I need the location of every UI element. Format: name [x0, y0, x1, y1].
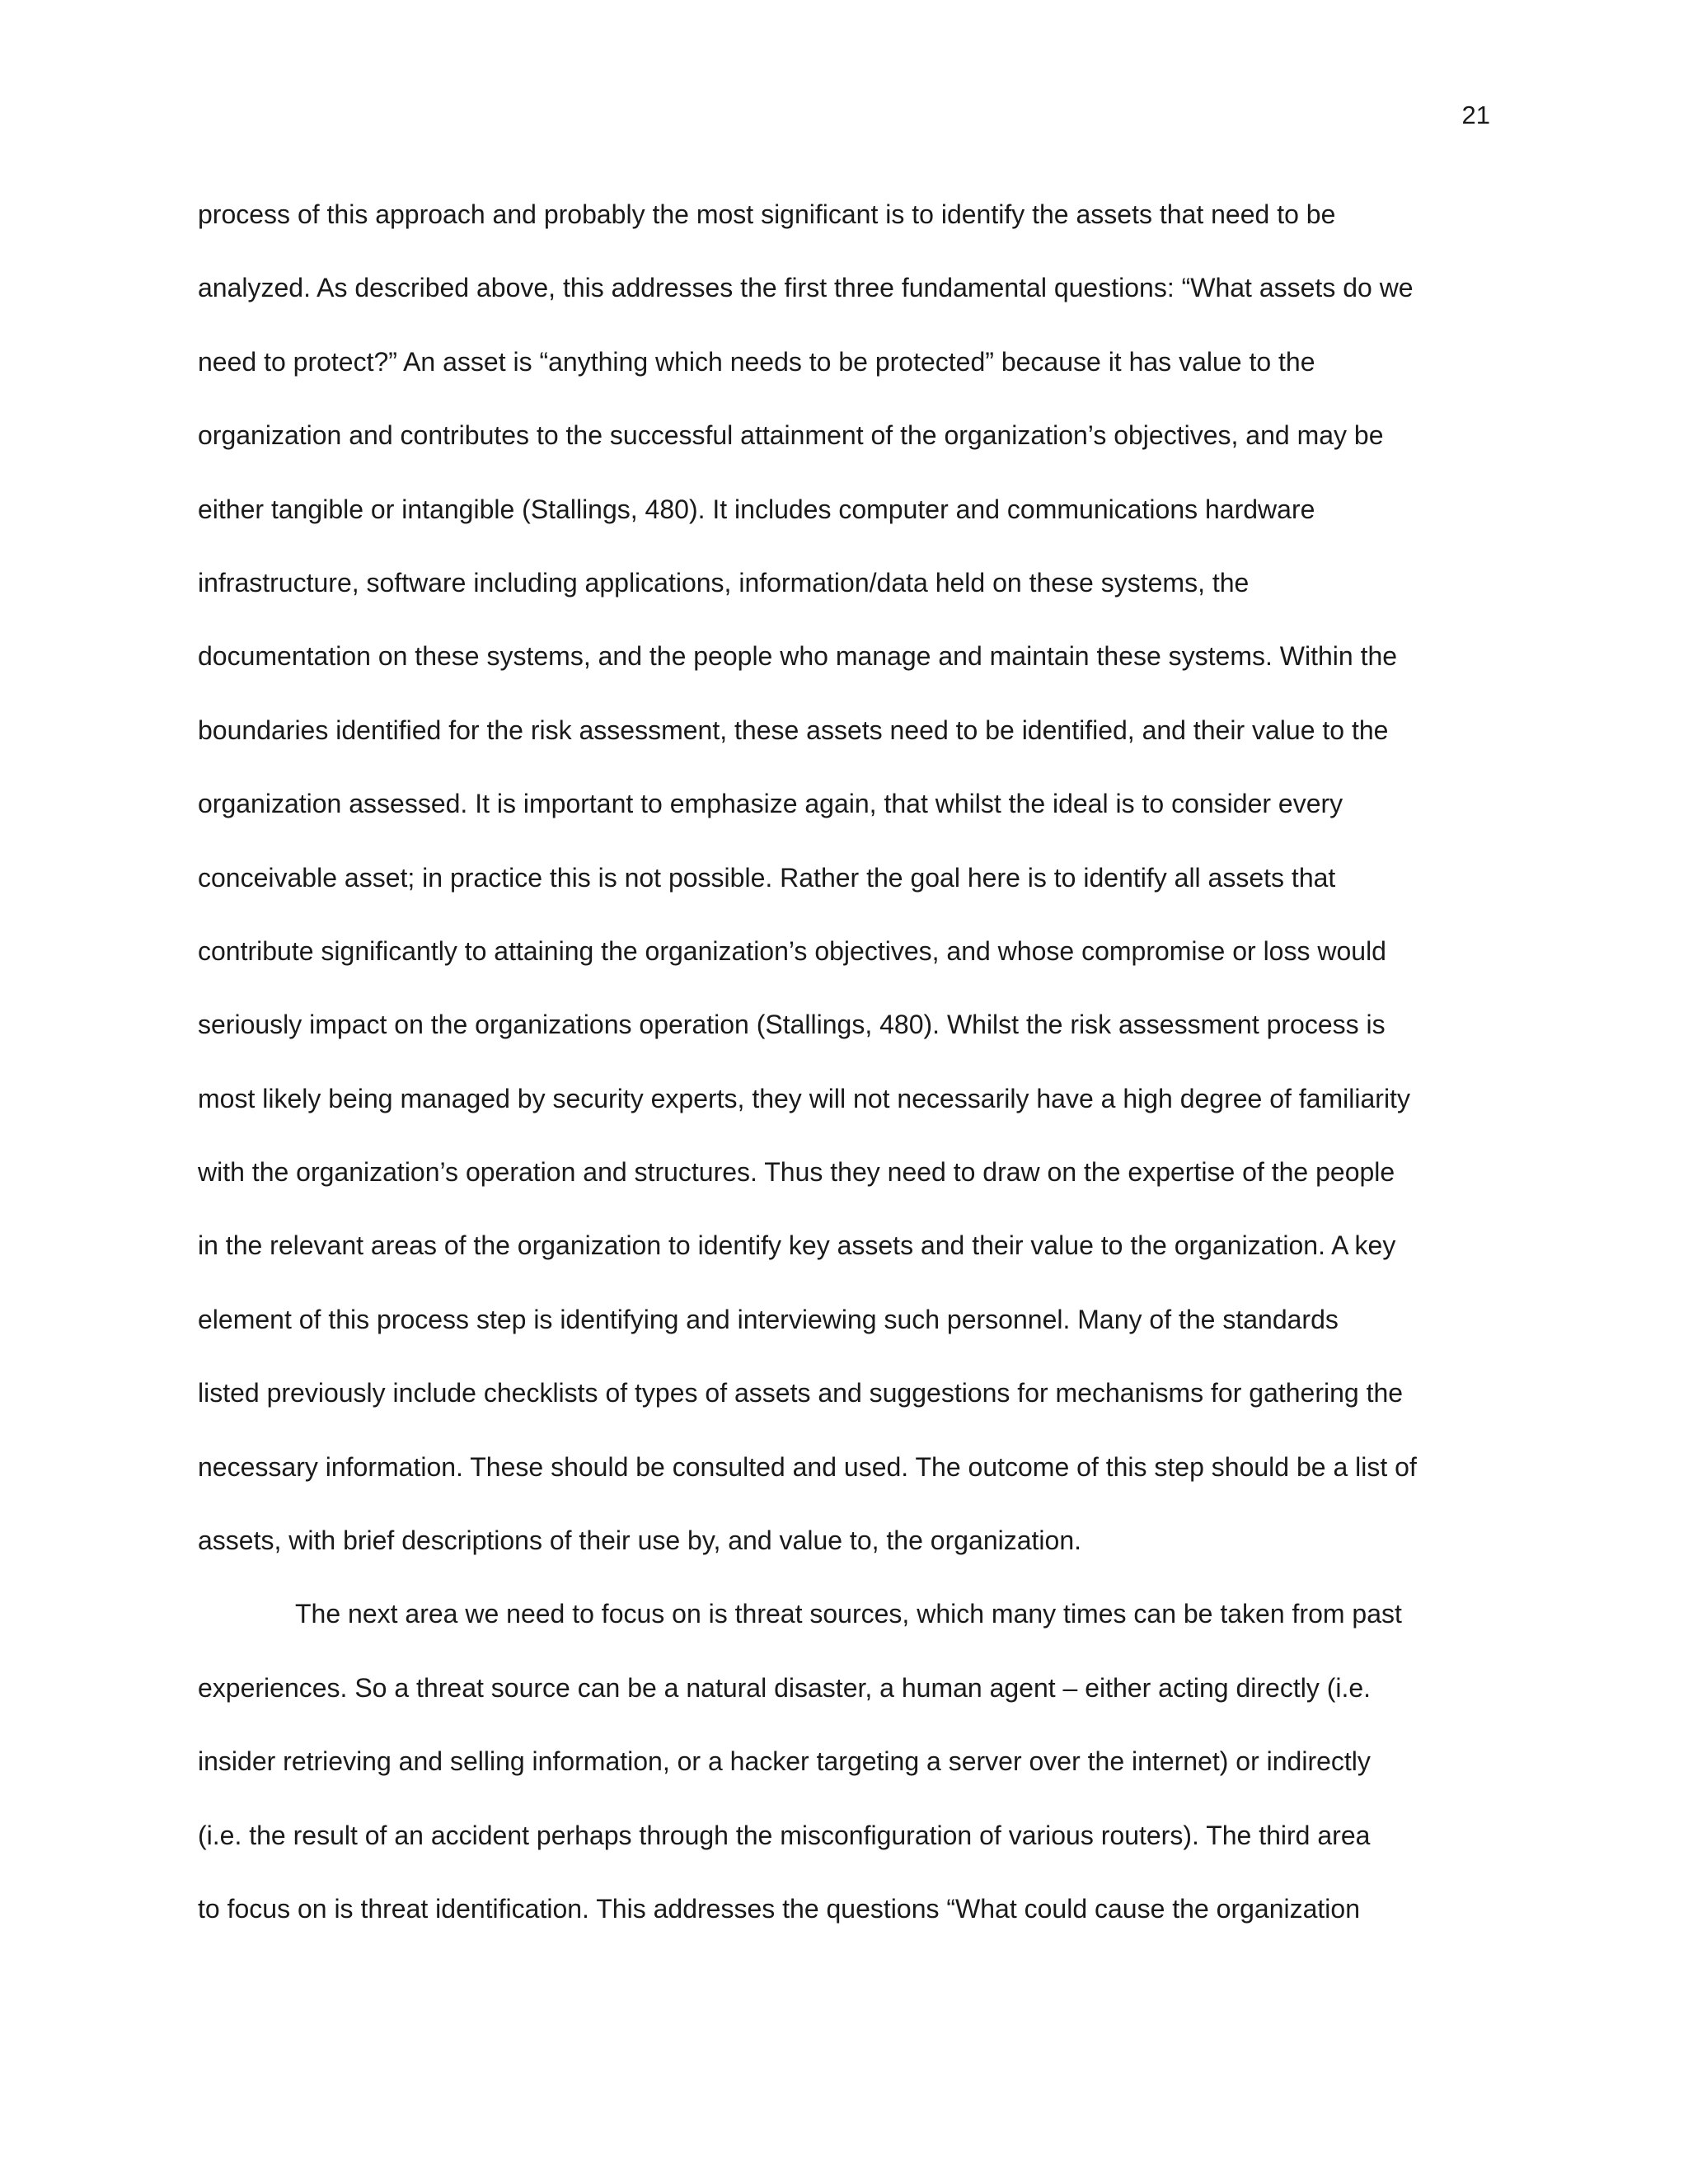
text-line: contribute significantly to attaining the organization’s objectives, and whose compromise or loss would [198, 935, 1386, 966]
text-line: in the relevant areas of the organization to identify key assets and their value to the organization. A key [198, 1230, 1396, 1261]
text-line: process of this approach and probably the most significant is to identify the assets that need to be [198, 199, 1336, 229]
text-line: either tangible or intangible (Stallings, 480). It includes computer and communications hardware [198, 494, 1315, 524]
page-number: 21 [1461, 101, 1490, 129]
text-line: seriously impact on the organizations operation (Stallings, 480). Whilst the risk assessment process is [198, 1010, 1386, 1040]
text-line: most likely being managed by security experts, they will not necessarily have a high degree of familiarity [198, 1083, 1410, 1113]
text-line: experiences. So a threat source can be a natural disaster, a human agent – either acting directly (i.e. [198, 1672, 1372, 1703]
text-line: organization and contributes to the successful attainment of the organization’s objectives, and may be [198, 420, 1384, 451]
text-line: listed previously include checklists of types of assets and suggestions for mechanisms for gathering the [198, 1378, 1404, 1408]
text-line: analyzed. As described above, this addresses the first three fundamental questions: “What assets do we [198, 273, 1414, 303]
text-line: to focus on is threat identification. This addresses the questions “What could cause the organization [198, 1893, 1360, 1924]
text-line: need to protect?” An asset is “anything which needs to be protected” because it has value to the [198, 346, 1315, 377]
text-line: (i.e. the result of an accident perhaps through the misconfiguration of various routers). The third area [198, 1820, 1371, 1850]
text-line: organization assessed. It is important to emphasize again, that whilst the ideal is to consider every [198, 789, 1343, 819]
text-line: infrastructure, software including applications, information/data held on these systems, the [198, 567, 1250, 598]
text-line: assets, with brief descriptions of their use by, and value to, the organization. [198, 1526, 1081, 1556]
text-line: conceivable asset; in practice this is not possible. Rather the goal here is to identify all assets that [198, 862, 1336, 893]
body-text [198, 198, 1500, 1966]
text-line: documentation on these systems, and the people who manage and maintain these systems. Within the [198, 641, 1398, 672]
text-line: insider retrieving and selling information, or a hacker targeting a server over the internet) or indirectly [198, 1746, 1371, 1777]
text-line: necessary information. These should be consulted and used. The outcome of this step should be a list of [198, 1451, 1417, 1482]
text-line: with the organization’s operation and structures. Thus they need to draw on the expertise of the people [198, 1157, 1395, 1188]
paragraph-first-line: The next area we need to focus on is threat sources, which many times can be taken from past [295, 1599, 1402, 1629]
text-line: element of this process step is identifying and interviewing such personnel. Many of the standards [198, 1304, 1339, 1334]
text-line: boundaries identified for the risk assessment, these assets need to be identified, and their value to the [198, 715, 1389, 745]
